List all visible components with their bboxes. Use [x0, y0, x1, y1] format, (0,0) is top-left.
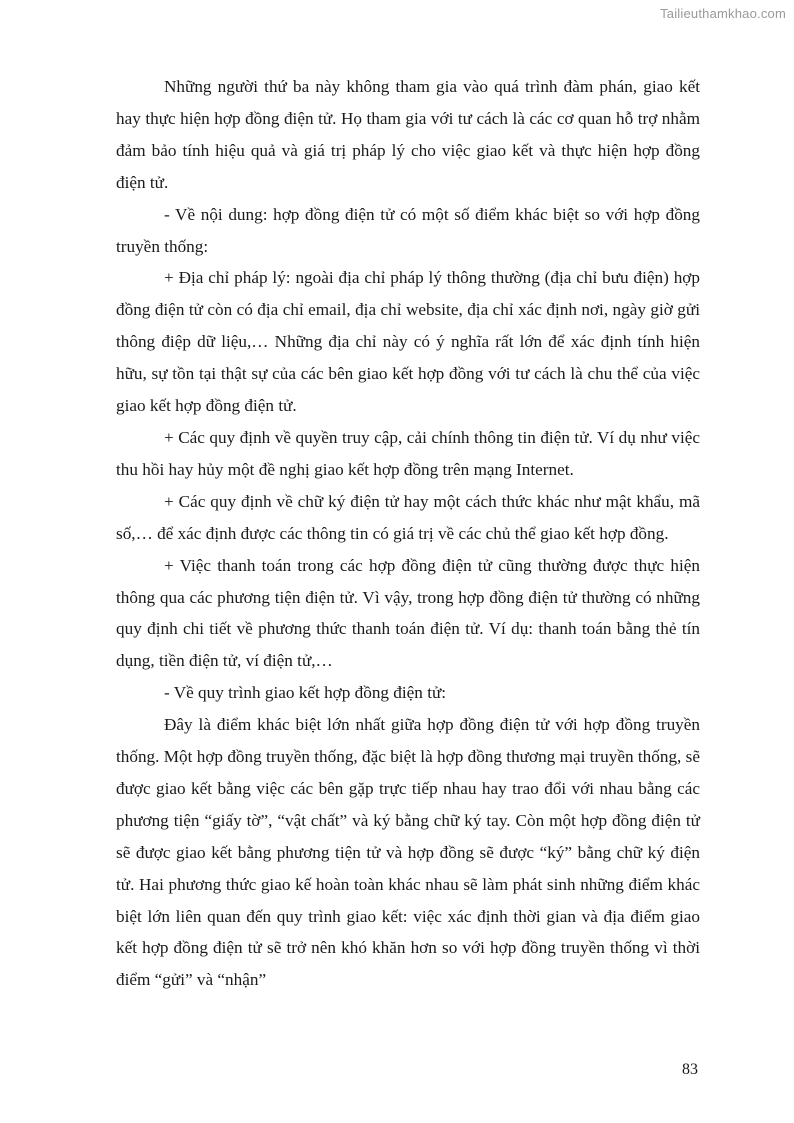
- paragraph-electronic-payment: + Việc thanh toán trong các hợp đồng điện tử cũng thường được thực hiện thông qua các phương tiện điện tử. Vì vậy, trong hợp đồng điện tử thường có những quy định chi tiết về phương thức thanh toán điện tử. Ví dụ: thanh toán bằng thẻ tín dụng, tiền điện tử, ví điện tử,…: [116, 555, 700, 671]
- document-body: [116, 71, 700, 996]
- paragraph-content-differences: - Về nội dung: hợp đồng điện tử có một số điểm khác biệt so với hợp đồng truyền thống:: [116, 204, 700, 256]
- paragraph-third-parties: Những người thứ ba này không tham gia vào quá trình đàm phán, giao kết hay thực hiện hợp đồng điện tử. Họ tham gia với tư cách là các cơ quan hỗ trợ nhằm đảm bảo tính hiệu quả và giá trị pháp lý cho việc giao kết và thực hiện hợp đồng điện tử.: [116, 77, 700, 192]
- paragraph-legal-address: + Địa chỉ pháp lý: ngoài địa chỉ pháp lý thông thường (địa chỉ bưu điện) hợp đồng điện tử còn có địa chỉ email, địa chỉ website, địa chỉ xác định nơi, ngày giờ gửi thông điệp dữ liệu,… Những địa chỉ này có ý nghĩa rất lớn để xác định tính hiện hữu, sự tồn tại thật sự của các bên giao kết hợp đồng với tư cách là chu thể của việc giao kết hợp đồng điện tử.: [116, 268, 700, 416]
- watermark-text: Tailieuthamkhao.com: [660, 6, 786, 21]
- paragraph-access-rules: + Các quy định về quyền truy cập, cải chính thông tin điện tử. Ví dụ như việc thu hồi hay hủy một đề nghị giao kết hợp đồng trên mạng Internet.: [116, 427, 700, 479]
- paragraph-electronic-signature: + Các quy định về chữ ký điện tử hay một cách thức khác như mật khẩu, mã số,… để xác định được các thông tin có giá trị về các chủ thể giao kết hợp đồng.: [116, 491, 700, 543]
- paragraph-process-differences: Đây là điểm khác biệt lớn nhất giữa hợp đồng điện tử với hợp đồng truyền thống. Một hợp đồng truyền thống, đặc biệt là hợp đồng thương mại truyền thống, sẽ được giao kết bằng việc các bên gặp trực tiếp nhau hay trao đổi với nhau bằng các phương tiện “giấy tờ”, “vật chất” và ký bằng chữ ký tay. Còn một hợp đồng điện tử sẽ được giao kết bằng phương tiện tử và hợp đồng sẽ được “ký” bằng chữ ký điện tử. Hai phương thức giao kế hoàn toàn khác nhau sẽ làm phát sinh những điểm khác biệt lớn liên quan đến quy trình giao kết: việc xác định thời gian và địa điểm giao kết hợp đồng điện tử sẽ trở nên khó khăn hơn so với hợp đồng truyền thống vì thời điểm “gửi” và “nhận”: [116, 715, 700, 990]
- page-number: 83: [682, 1061, 698, 1078]
- paragraph-process-heading: - Về quy trình giao kết hợp đồng điện tử:: [164, 683, 447, 703]
